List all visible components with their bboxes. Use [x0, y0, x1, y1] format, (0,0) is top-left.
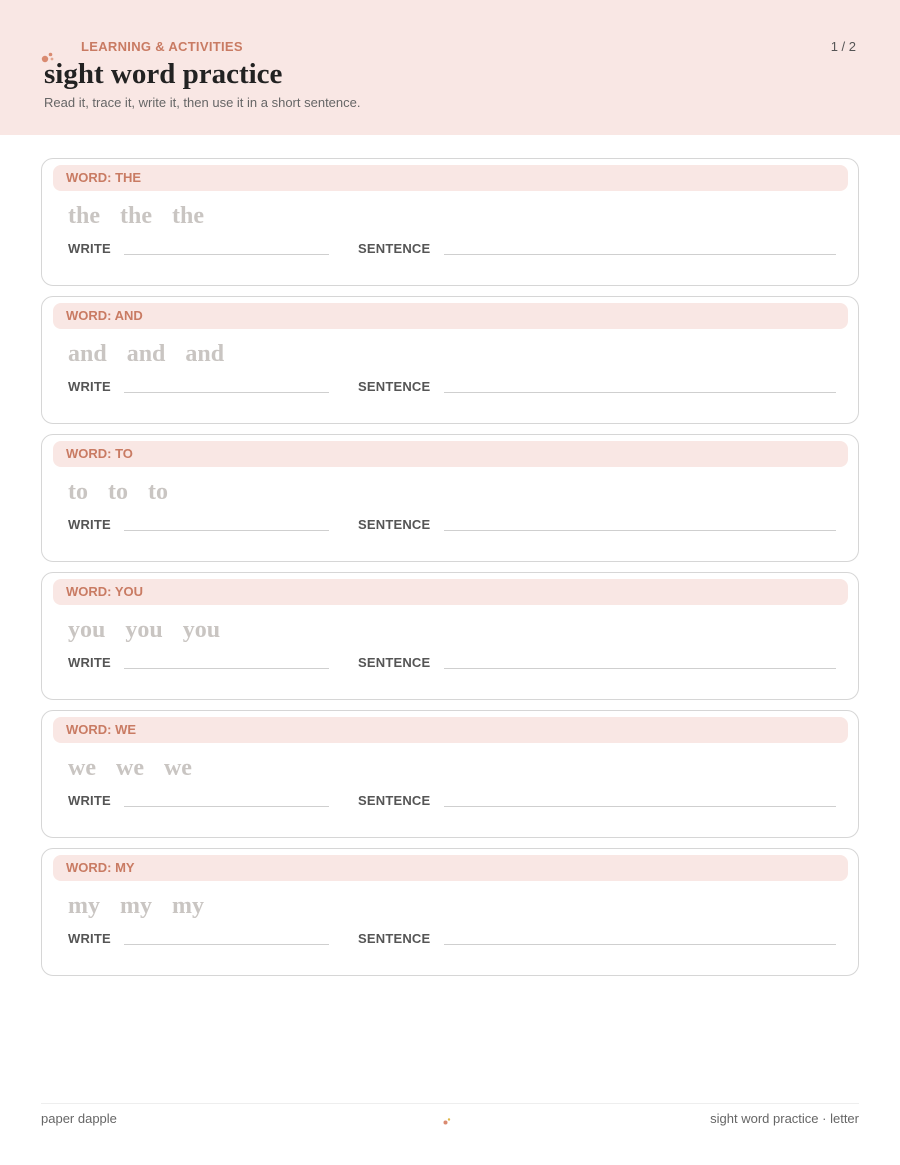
footer-brand: paper dapple	[41, 1111, 117, 1126]
word-card	[41, 158, 859, 286]
footer-divider	[41, 1103, 859, 1104]
trace-row	[68, 479, 188, 506]
trace-word: and	[126, 341, 166, 367]
sentence-label: SENTENCE	[358, 655, 431, 670]
trace-word: and	[68, 341, 107, 367]
trace-word: my	[68, 893, 100, 919]
write-line[interactable]	[124, 668, 329, 669]
trace-row	[68, 893, 224, 920]
write-label: WRITE	[68, 655, 111, 670]
trace-word: the	[120, 203, 152, 229]
word-card	[41, 848, 859, 976]
sentence-line[interactable]	[444, 668, 836, 669]
trace-word: you	[68, 617, 106, 643]
page-number: 1 / 2	[830, 39, 856, 54]
trace-word: you	[125, 617, 163, 643]
write-line[interactable]	[124, 254, 329, 255]
sentence-label: SENTENCE	[358, 379, 431, 394]
word-card	[41, 710, 859, 838]
write-label: WRITE	[68, 931, 111, 946]
write-line[interactable]	[124, 392, 329, 393]
page-subtitle: Read it, trace it, write it, then use it in a short sentence.	[44, 95, 361, 110]
word-card	[41, 296, 859, 424]
page-title: sight word practice	[44, 58, 283, 90]
trace-word: my	[172, 893, 204, 919]
write-label: WRITE	[68, 379, 111, 394]
write-line[interactable]	[124, 530, 329, 531]
sentence-line[interactable]	[444, 254, 836, 255]
word-card	[41, 434, 859, 562]
trace-row	[68, 617, 240, 644]
word-card	[41, 572, 859, 700]
trace-word: the	[68, 203, 100, 229]
trace-row	[68, 755, 212, 782]
sentence-label: SENTENCE	[358, 931, 431, 946]
word-heading: WORD: YOU	[53, 579, 848, 605]
word-cards	[41, 158, 859, 986]
write-line[interactable]	[124, 944, 329, 945]
footer-dots-icon	[442, 1116, 452, 1126]
write-label: WRITE	[68, 517, 111, 532]
trace-word: we	[68, 755, 96, 781]
trace-word: we	[163, 755, 192, 781]
trace-word: my	[120, 893, 152, 919]
write-line[interactable]	[124, 806, 329, 807]
trace-row	[68, 203, 224, 230]
sentence-line[interactable]	[444, 392, 836, 393]
trace-word: we	[115, 755, 144, 781]
word-heading: WORD: MY	[53, 855, 848, 881]
write-label: WRITE	[68, 241, 111, 256]
word-heading: WORD: AND	[53, 303, 848, 329]
trace-word: you	[182, 617, 221, 643]
page-header	[0, 0, 900, 135]
sentence-line[interactable]	[444, 806, 836, 807]
word-heading: WORD: THE	[53, 165, 848, 191]
trace-row	[68, 341, 244, 368]
trace-word: to	[108, 479, 128, 505]
trace-word: and	[185, 341, 225, 367]
trace-word: the	[172, 203, 204, 229]
write-label: WRITE	[68, 793, 111, 808]
trace-word: to	[68, 479, 88, 505]
trace-word: to	[148, 479, 168, 505]
sentence-label: SENTENCE	[358, 517, 431, 532]
sentence-label: SENTENCE	[358, 241, 431, 256]
sentence-line[interactable]	[444, 944, 836, 945]
footer-doc-name: sight word practice · letter	[710, 1111, 859, 1126]
sentence-line[interactable]	[444, 530, 836, 531]
sentence-label: SENTENCE	[358, 793, 431, 808]
word-heading: WORD: TO	[53, 441, 848, 467]
word-heading: WORD: WE	[53, 717, 848, 743]
category-label: LEARNING & ACTIVITIES	[81, 39, 243, 54]
